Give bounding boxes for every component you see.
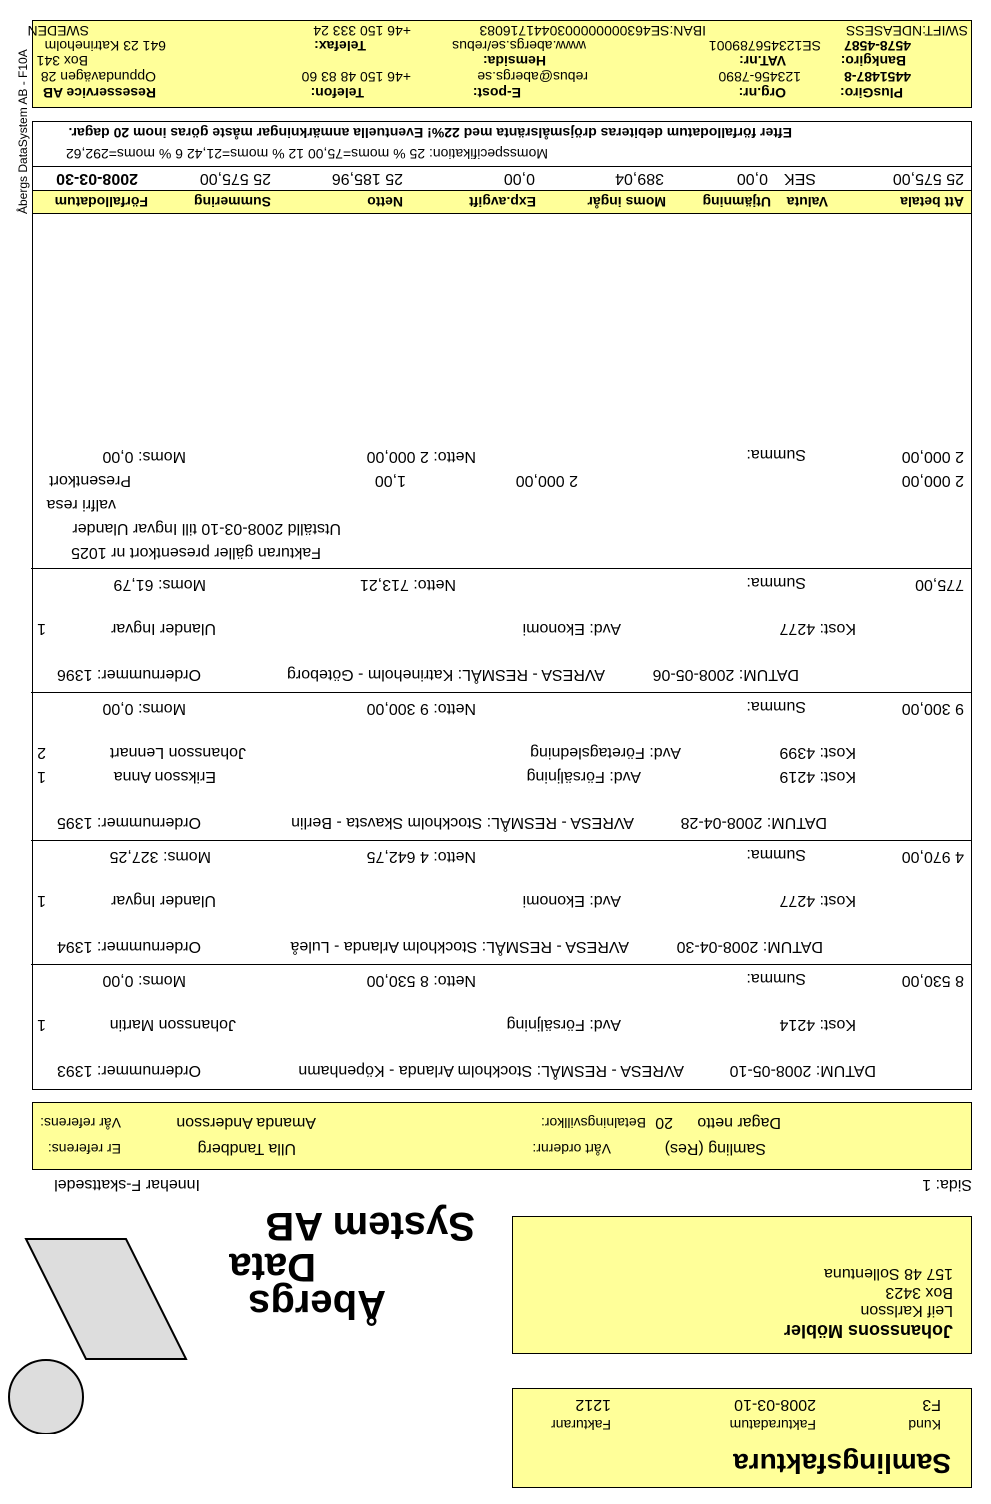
plusgiro-label: PlusGiro: bbox=[839, 85, 903, 101]
email-value: rebus@abergs.se bbox=[477, 69, 588, 85]
page-number: Sida: 1 bbox=[922, 1176, 972, 1193]
order-summa: 9 300,00 bbox=[901, 700, 964, 717]
customer-value: F3 bbox=[922, 1396, 941, 1413]
order-route: AVRESA - RESMÅL: Katrineholm - Göteborg bbox=[286, 666, 605, 683]
order-block bbox=[31, 692, 971, 841]
order-summa-label: Summa: bbox=[746, 574, 806, 591]
summary-header-rounding: Utjämning bbox=[702, 194, 771, 210]
order-details bbox=[32, 212, 972, 1090]
order-line-dept: Avd: Ekonomi bbox=[522, 620, 621, 637]
vat-spec-box bbox=[32, 121, 972, 167]
order-line-qty: 2 bbox=[37, 744, 46, 761]
order-netto: Netto: 8 530,00 bbox=[366, 972, 476, 989]
gift-note-line-3: valfri resa bbox=[46, 496, 116, 513]
order-date: DATUM: 2008-05-10 bbox=[729, 1062, 876, 1079]
document-title: Samlingsfaktura bbox=[733, 1448, 951, 1479]
recipient-city: 157 48 Sollentuna bbox=[824, 1265, 953, 1282]
order-line-name: Ulander Ingvar bbox=[111, 620, 216, 637]
order-summa-label: Summa: bbox=[746, 846, 806, 863]
vat-specification: Momsspecifikation: 25 % moms=75,00 12 % moms=21,42 6 % moms=292,62 bbox=[65, 146, 548, 162]
order-moms: Moms: 327,25 bbox=[109, 848, 211, 865]
customer-label: Kund bbox=[908, 1417, 941, 1433]
order-summa: 4 970,00 bbox=[901, 848, 964, 865]
logo-line-2: Data bbox=[229, 1245, 316, 1289]
logo-line-1: Åbergs bbox=[248, 1282, 386, 1326]
invoice-no-value: 1212 bbox=[575, 1396, 611, 1413]
gift-moms: Moms: 0,00 bbox=[102, 448, 186, 465]
order-line-cost: Kost: 4214 bbox=[779, 1016, 856, 1033]
recipient-box bbox=[512, 1216, 972, 1354]
order-line-qty: 1 bbox=[37, 768, 46, 785]
order-moms: Moms: 0,00 bbox=[102, 700, 186, 717]
summary-header-total: Summering bbox=[193, 194, 271, 210]
fax-label: Telefax: bbox=[314, 38, 366, 54]
email-label: E-post: bbox=[472, 85, 521, 101]
our-ref-value: Amanda Andersson bbox=[176, 1114, 316, 1131]
summary-value-fee: 0,00 bbox=[503, 170, 535, 187]
company-street: Oppundavägen 28 bbox=[40, 69, 156, 85]
iban-value: IBAN:SE4630000000030441716083 bbox=[479, 23, 706, 39]
gift-item: Presentkort bbox=[49, 472, 131, 489]
late-fee-note: Efter förfallodatum debiteras dröjsmålsränta med 22%! Eventuella anmärkningar måste göras inom 20 dagar. bbox=[68, 125, 792, 141]
vat-nr-label: VAT.nr: bbox=[739, 53, 786, 69]
order-summa-label: Summa: bbox=[746, 698, 806, 715]
order-block bbox=[31, 964, 971, 1089]
footer-box bbox=[27, 20, 972, 108]
order-netto: Netto: 9 300,00 bbox=[366, 700, 476, 717]
invoice-date-value: 2008-03-10 bbox=[734, 1396, 816, 1413]
org-nr-value: 123456-7890 bbox=[718, 69, 801, 85]
invoice-date-label: Fakturadatum bbox=[729, 1417, 816, 1433]
order-line-name: Ulander Ingvar bbox=[111, 892, 216, 909]
logo-graphic bbox=[1, 1224, 201, 1434]
summary-header-fee: Exp.avgift bbox=[469, 194, 536, 210]
summary-table bbox=[32, 166, 972, 214]
reference-box bbox=[32, 1102, 972, 1170]
order-summa: 775,00 bbox=[915, 576, 964, 593]
summary-value-due: 2008-03-30 bbox=[56, 170, 138, 187]
order-line-dept: Avd: Försäljning bbox=[526, 768, 641, 785]
gift-amount: 2 000,00 bbox=[901, 472, 964, 489]
payment-terms-text: Dagar netto bbox=[697, 1114, 781, 1131]
summary-header-row bbox=[32, 190, 972, 214]
invoice-no-label: Fakturanr bbox=[551, 1417, 611, 1433]
summary-value-rounding: 0,00 bbox=[736, 170, 768, 187]
order-netto: Netto: 713,21 bbox=[359, 576, 456, 593]
phone-label: Telefon: bbox=[310, 85, 364, 101]
order-moms: Moms: 61,79 bbox=[113, 576, 206, 593]
your-order-value: Samling (Res) bbox=[664, 1140, 766, 1157]
recipient-street: Box 3423 bbox=[885, 1284, 953, 1301]
gift-netto: Netto: 2 000,00 bbox=[366, 448, 476, 465]
order-line-cost: Kost: 4219 bbox=[779, 768, 856, 785]
order-number: Ordernummer: 1393 bbox=[56, 1062, 201, 1079]
order-line-name: Johansson Martin bbox=[109, 1016, 236, 1033]
gift-qty: 1,00 bbox=[374, 472, 406, 489]
payment-terms-days: 20 bbox=[655, 1114, 673, 1131]
order-date: DATUM: 2008-05-06 bbox=[652, 666, 799, 683]
title-box bbox=[512, 1388, 972, 1488]
order-number: Ordernummer: 1396 bbox=[56, 666, 201, 683]
summary-value-total: 25 575,00 bbox=[199, 170, 271, 187]
f-tax-note: Innehar F-skattsedel bbox=[54, 1176, 200, 1193]
order-number: Ordernummer: 1394 bbox=[56, 938, 201, 955]
gift-summa-label: Summa: bbox=[746, 446, 806, 463]
summary-header-due: Förfallodatum bbox=[54, 194, 148, 210]
gift-price: 2 000,00 bbox=[515, 472, 578, 489]
order-block bbox=[31, 568, 971, 693]
logo-line-3: System AB bbox=[265, 1204, 475, 1248]
swift-value: SWIFT:NDEASESS bbox=[845, 23, 968, 39]
order-line-name: Eriksson Anna bbox=[113, 768, 216, 785]
order-summa-label: Summa: bbox=[746, 970, 806, 987]
bankgiro-label: Bankgiro: bbox=[840, 53, 906, 69]
order-line-qty: 1 bbox=[37, 1016, 46, 1033]
invoice-page: Samlingsfaktura Kund Fakturadatum Fakturanr F3 2008-03-10 1212 Johanssons Möbler Leif Karlsson Box 3423 157 48 Sollentuna Åbergs Data System AB Sida: 1 Innehar F-skattsedel Vårt ordernr: Samling (Res) Betalningsvillkor: 20 Dagar netto Er referens: Ulla Tandberg Vår referens: Amanda Andersson DATUM: 2008-05-10 AVRESA - RESMÅL: Stockholm Arlanda - Köpenhamn Ordernummer: 1393 Kost: 4214 Avd: Försäljning Johansson Martin 1 8 530,00 Summa: Netto: 8 530,00 Moms: 0,00 DATUM: 2008-04-30 AVRESA - RESMÅL: Stockholm Arlanda - Luleå Ordernummer: 1394 Kost: 4277 Avd: Ekonomi Ulander Ingvar 1 4 970,00 Summa: Netto: 4 642,75 Moms: 327,25 DATUM: 2008-04-28 AVRESA - RESMÅL: Stockholm Skavsta - Berlin Ordernummer: 1395 Kost: 4219 Avd: Försäljning Eriksson Anna 1 Kost: 4399 Avd: Företagsledning Johansson Lennart 2 9 300,00 Summa: Netto: 9 300,00 Moms: 0,00 DATUM: 2008-05-06 AVRESA - RESMÅL: Katrineholm - Göteborg Ordernummer: 1396 Kost: 4277 Avd: Ekonomi Ulander Ingvar 1 775,00 Summa: Netto: 713,21 Moms: 61,79 Fakturan gäller presentkort nr 1025 Utställd 2008-03-10 till Ingvar Ulander valfri resa 2 000,00 2 000,00 1,00 Presentkort 2 000,00 Summa: Netto: 2 000,00 Moms: 0,00 Förfallodatum Summering Netto Exp.avgift Moms ingår Utjämning Valuta Att betala 2008-03-30 25 575,00 25 185,96 0,00 389,04 0,00 SEK 25 575,00 Momsspecifikation: 25 % moms=75,00 12 % moms=21,42 6 % moms=292,62 Efter förfallodatum debiteras dröjsmålsränta med 22%! Eventuella anmärkningar måste göras inom 20 dagar. Resesservice AB Oppundavägen 28 Box 341 641 23 Katrineholm SWEDEN Telefon: +46 150 48 83 60 Telefax: +46 150 333 24 E-post: rebus@abergs.se Hemsida: www.abergs.se/rebus IBAN:SE4630000000030441716083 Org.nr: 123456-7890 VAT.nr: SE123456789001 PlusGiro: 4451487-8 Bankgiro: 4578-4587 SWIFT:NDEASESS Åbergs DataSystem AB - F10A bbox=[0, 0, 991, 1504]
summary-value-vat: 389,04 bbox=[615, 170, 664, 187]
gift-note-line-1: Fakturan gäller presentkort nr 1025 bbox=[71, 544, 321, 561]
summary-header-net: Netto bbox=[367, 194, 403, 210]
order-line-dept: Avd: Företagsledning bbox=[530, 744, 681, 761]
company-country: SWEDEN bbox=[27, 23, 89, 39]
order-date: DATUM: 2008-04-28 bbox=[680, 814, 827, 831]
company-box: Box 341 bbox=[36, 53, 88, 69]
order-line-cost: Kost: 4277 bbox=[779, 620, 856, 637]
order-route: AVRESA - RESMÅL: Stockholm Arlanda - Luleå bbox=[290, 938, 629, 955]
phone-value: +46 150 48 83 60 bbox=[301, 69, 411, 85]
summary-header-to-pay: Att betala bbox=[900, 194, 964, 210]
company-city: 641 23 Katrineholm bbox=[44, 38, 166, 54]
order-moms: Moms: 0,00 bbox=[102, 972, 186, 989]
order-netto: Netto: 4 642,75 bbox=[366, 848, 476, 865]
fax-value: +46 150 333 24 bbox=[313, 23, 411, 39]
web-value: www.abergs.se/rebus bbox=[452, 38, 586, 54]
summary-header-vat: Moms ingår bbox=[587, 194, 666, 210]
web-label: Hemsida: bbox=[482, 53, 546, 69]
order-route: AVRESA - RESMÅL: Stockholm Arlanda - Köpenhamn bbox=[298, 1062, 684, 1079]
recipient-contact: Leif Karlsson bbox=[860, 1302, 953, 1319]
order-line-dept: Avd: Försäljning bbox=[506, 1016, 621, 1033]
order-line-cost: Kost: 4277 bbox=[779, 892, 856, 909]
summary-value-to-pay: 25 575,00 bbox=[892, 170, 964, 187]
company-logo bbox=[11, 1204, 491, 1434]
order-line-qty: 1 bbox=[37, 620, 46, 637]
plusgiro-value: 4451487-8 bbox=[844, 69, 911, 85]
your-ref-label: Er referens: bbox=[47, 1141, 121, 1157]
order-line-cost: Kost: 4399 bbox=[779, 744, 856, 761]
summary-value-currency: SEK bbox=[783, 170, 816, 187]
order-summa: 8 530,00 bbox=[901, 972, 964, 989]
gift-note-line-2: Utställd 2008-03-10 till Ingvar Ulander bbox=[72, 520, 341, 537]
bankgiro-value: 4578-4587 bbox=[844, 38, 911, 54]
order-date: DATUM: 2008-04-30 bbox=[676, 938, 823, 955]
your-order-label: Vårt ordernr: bbox=[532, 1141, 611, 1157]
company-name: Resesservice AB bbox=[42, 85, 156, 101]
order-line-qty: 1 bbox=[37, 892, 46, 909]
your-ref-value: Ulla Tandberg bbox=[197, 1140, 296, 1157]
recipient-name: Johanssons Möbler bbox=[783, 1321, 953, 1341]
summary-value-net: 25 185,96 bbox=[331, 170, 403, 187]
our-ref-label: Vår referens: bbox=[40, 1115, 121, 1131]
gift-summa: 2 000,00 bbox=[901, 448, 964, 465]
gift-card-block bbox=[31, 213, 971, 569]
summary-header-currency: Valuta bbox=[786, 194, 828, 210]
org-nr-label: Org.nr: bbox=[738, 85, 786, 101]
order-route: AVRESA - RESMÅL: Stockholm Skavsta - Berlin bbox=[291, 814, 634, 831]
order-line-dept: Avd: Ekonomi bbox=[522, 892, 621, 909]
order-line-name: Johansson Lennart bbox=[109, 744, 246, 761]
payment-terms-label: Betalningsvillkor: bbox=[540, 1115, 646, 1131]
vat-nr-value: SE123456789001 bbox=[708, 38, 821, 54]
order-block bbox=[31, 840, 971, 965]
order-number: Ordernummer: 1395 bbox=[56, 814, 201, 831]
